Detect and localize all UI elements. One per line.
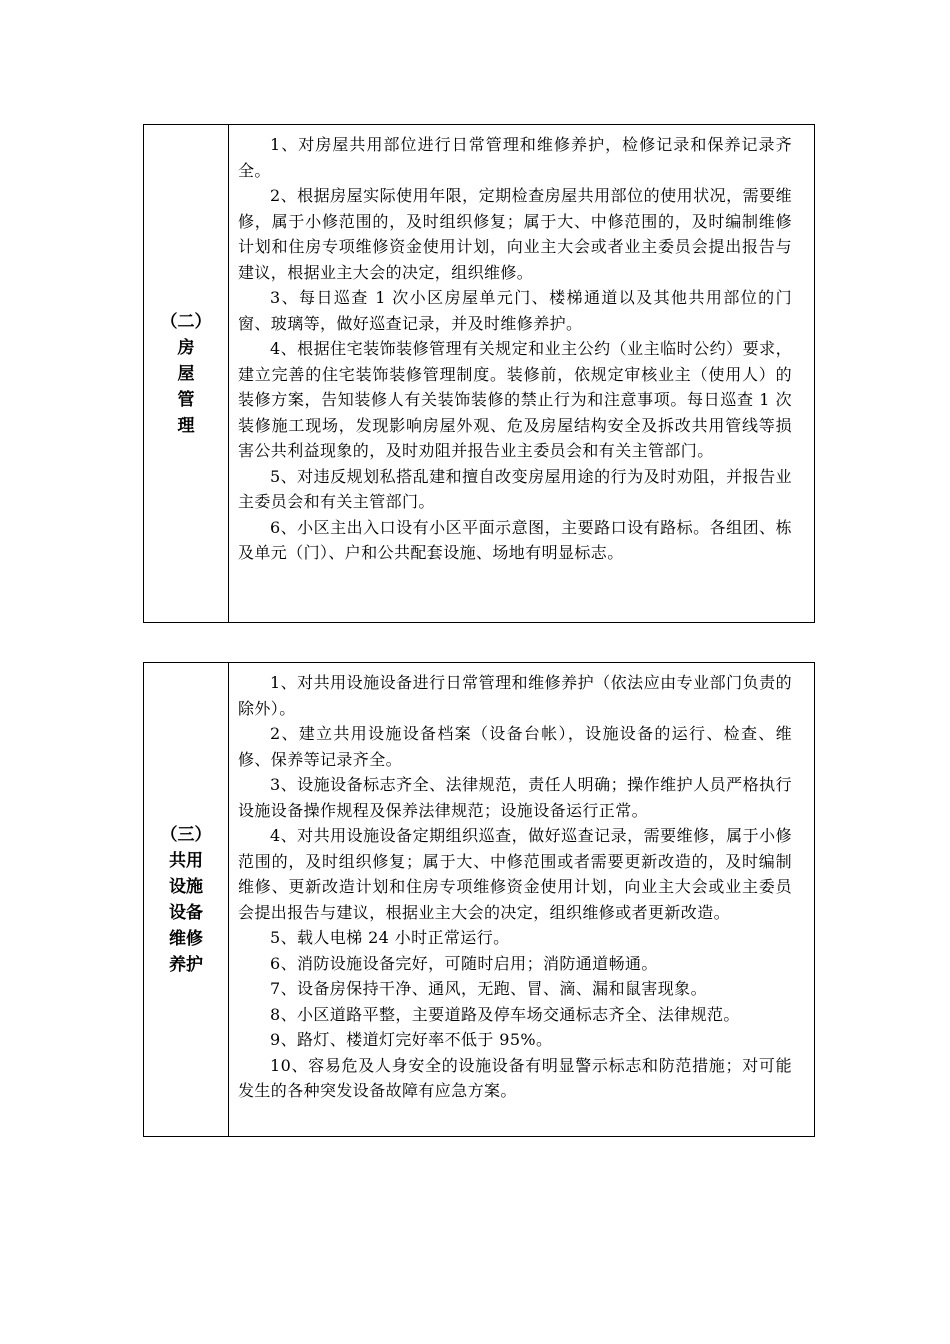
label-line: 管 — [177, 389, 195, 410]
clause-paragraph: 3、每日巡查 1 次小区房屋单元门、楼梯通道以及其他共用部位的门窗、玻璃等，做好巡查记录，并及时维修养护。 — [238, 288, 792, 333]
clause-paragraph: 9、路灯、楼道灯完好率不低于 95%。 — [270, 1030, 553, 1049]
clause-paragraph: 6、消防设施设备完好，可随时启用；消防通道畅通。 — [270, 953, 658, 973]
clause-paragraph: 3、设施设备标志齐全、法律规范，责任人明确；操作维护人员严格执行设施设备操作规程及保养法律规范；设施设备运行正常。 — [238, 775, 792, 820]
facilities-maintenance-table — [143, 662, 815, 1137]
section-number: （二） — [160, 311, 212, 332]
clause-paragraph: 5、载人电梯 24 小时正常运行。 — [270, 928, 510, 947]
clause-paragraph: 1、对共用设施设备进行日常管理和维修养护（依法应由专业部门负责的除外）。 — [238, 673, 792, 718]
clause-paragraph: 7、设备房保持干净、通风，无跑、冒、滴、漏和鼠害现象。 — [270, 979, 707, 998]
clause-paragraph: 8、小区道路平整，主要道路及停车场交通标志齐全、法律规范。 — [270, 1004, 740, 1024]
house-management-label — [144, 125, 229, 622]
clause-paragraph: 6、小区主出入口设有小区平面示意图，主要路口设有路标。各组团、栋及单元（门）、户和公共配套设施、场地有明显标志。 — [238, 517, 792, 562]
label-line: 养护 — [169, 954, 203, 975]
house-management-table — [143, 124, 815, 623]
clause-paragraph: 4、对共用设施设备定期组织巡查，做好巡查记录，需要维修，属于小修范围的，及时组织修复；属于大、中修范围或者需要更新改造的，及时编制维修、更新改造计划和住房专项维修资金使用计划，向业主大会或业主委员会提出报告与建议，根据业主大会的决定，组织维修或者更新改造。 — [238, 826, 792, 922]
label-line: 房 — [177, 337, 195, 358]
label-line: 设备 — [169, 902, 203, 923]
label-line: 维修 — [169, 928, 203, 949]
label-line: 共用 — [169, 850, 203, 871]
section-number: （三） — [160, 824, 212, 845]
clause-paragraph: 1、对房屋共用部位进行日常管理和维修养护，检修记录和保养记录齐全。 — [238, 135, 792, 180]
label-line: 理 — [177, 415, 195, 436]
clause-paragraph: 4、根据住宅装饰装修管理有关规定和业主公约（业主临时公约）要求，建立完善的住宅装饰装修管理制度。装修前，依规定审核业主（使用人）的装修方案，告知装修人有关装饰装修的禁止行为和注意事项。每日巡查 1 次装修施工现场，发现影响房屋外观、危及房屋结构安全及拆改共用管线等损害公共利益现象的，及时劝阻并报告业主委员会和有关主管部门。 — [238, 339, 792, 460]
clause-paragraph: 10、容易危及人身安全的设施设备有明显警示标志和防范措施；对可能发生的各种突发设备故障有应急方案。 — [238, 1055, 792, 1100]
label-line: 屋 — [177, 363, 195, 384]
clause-paragraph: 5、对违反规划私搭乱建和擅自改变房屋用途的行为及时劝阻，并报告业主委员会和有关主管部门。 — [238, 466, 792, 511]
clause-paragraph: 2、建立共用设施设备档案（设备台帐），设施设备的运行、检查、维修、保养等记录齐全。 — [238, 724, 792, 769]
facilities-maintenance-content — [229, 663, 814, 1136]
label-line: 设施 — [169, 876, 203, 897]
clause-paragraph: 2、根据房屋实际使用年限，定期检查房屋共用部位的使用状况，需要维修，属于小修范围的，及时组织修复；属于大、中修范围的，及时编制维修计划和住房专项维修资金使用计划，向业主大会或者业主委员会提出报告与建议，根据业主大会的决定，组织维修。 — [238, 186, 792, 282]
facilities-maintenance-label — [144, 663, 229, 1136]
house-management-content — [229, 125, 814, 622]
